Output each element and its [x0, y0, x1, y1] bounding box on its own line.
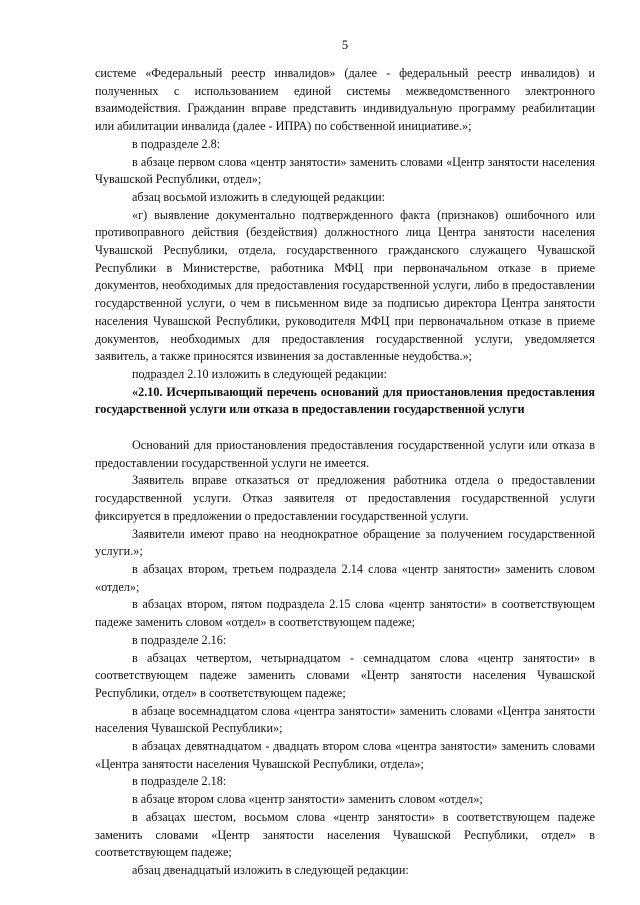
paragraph-subsection-2-10: подраздел 2.10 изложить в следующей редакции:	[132, 366, 387, 381]
paragraph-applicant-refuse: Заявитель вправе отказаться от предложения работника отдела о предоставлении государственной услуги. Отказ заявителя от предоставления государственной услуги фиксируется в предложении о предоставлении государственной услуги.	[95, 473, 595, 523]
paragraph-no-grounds: Оснований для приостановления предоставления государственной услуги или отказа в предоставлении государственной услуги не имеется.	[95, 438, 595, 470]
section-heading-2-10: «2.10. Исчерпывающий перечень оснований для приостановления предоставления государственной услуги или отказа в предоставлении государственной услуги	[95, 384, 595, 417]
paragraph-subsection-2-14: в абзацах втором, третьем подраздела 2.14 слова «центр занятости» заменить словом «отдел»;	[95, 561, 595, 594]
document-page	[95, 35, 595, 880]
paragraph-item-g: «г) выявление документально подтвержденного факта (признаков) ошибочного или противоправного действия (бездействия) должностного лица Центра занятости населения Чувашской Республики, отдела, государственного гражданского служащего Чувашской Республики в Министерстве, работника МФЦ при первоначальном отказе в приеме документов, необходимых для предоставления государственной услуги, либо в предоставлении государственной услуги, о чем в письменном виде за подписью директора Центра занятости населения Чувашской Республики, руководителя МФЦ при первоначальном отказе в приеме документов, необходимых для предоставления государственной услуги, уведомляется заявитель, а также приносятся извинения за доставленные неудобства.»;	[95, 207, 595, 364]
blank-line	[95, 419, 595, 437]
paragraph-subsection-2-18: в подразделе 2.18:	[132, 774, 227, 789]
paragraph-sixth-eighth: в абзацах шестом, восьмом слова «центр занятости» в соответствующем падеже заменить словами «Центр занятости населения Чувашской Республики, отдел» в соответствующем падеже;	[95, 809, 595, 860]
paragraph-continuation: системе «Федеральный реестр инвалидов» (далее - федеральный реестр инвалидов) и полученных с использованием единой системы межведомственного электронного взаимодействия. Гражданин вправе представить индивидуальную программу реабилитации или абилитации инвалида (далее - ИПРА) по собственной инициативе.»;	[95, 66, 595, 134]
page-number: 5	[341, 38, 349, 52]
paragraph-subsection-2-15: в абзацах втором, пятом подраздела 2.15 слова «центр занятости» в соответствующем падеже заменить словом «отдел» в соответствующем падеже;	[95, 597, 595, 630]
paragraph-fourth-fourteenth: в абзацах четвертом, четырнадцатом - семнадцатом слова «центр занятости» в соответствующем падеже заменить словами «Центр занятости населения Чувашской Республики, отдел» в соответствующем падеже;	[95, 650, 595, 700]
paragraph-first-abzac: в абзаце первом слова «центр занятости» заменить словами «Центр занятости населения Чувашской Республики, отдел»;	[95, 154, 595, 187]
paragraph-subsection-2-8: в подразделе 2.8:	[132, 136, 221, 151]
paragraph-eighteenth: в абзаце восемнадцатом слова «центра занятости» заменить словами «Центра занятости населения Чувашской Республики»;	[95, 703, 595, 736]
paragraph-eighth-abzac: абзац восьмой изложить в следующей редакции:	[132, 189, 386, 204]
paragraph-repeat-request: Заявители имеют право на неоднократное обращение за получением государственной услуги.»;	[95, 526, 595, 559]
paragraph-nineteenth: в абзацах девятнадцатом - двадцать втором слова «центра занятости» заменить словами «Центра занятости населения Чувашской Республики, отдела»;	[95, 739, 595, 771]
paragraph-twelfth-abzac: абзац двенадцатый изложить в следующей редакции:	[132, 862, 409, 877]
paragraph-second-abzac: в абзаце втором слова «центр занятости» заменить словом «отдел»;	[132, 792, 483, 807]
paragraph-subsection-2-16: в подразделе 2.16:	[132, 632, 227, 647]
